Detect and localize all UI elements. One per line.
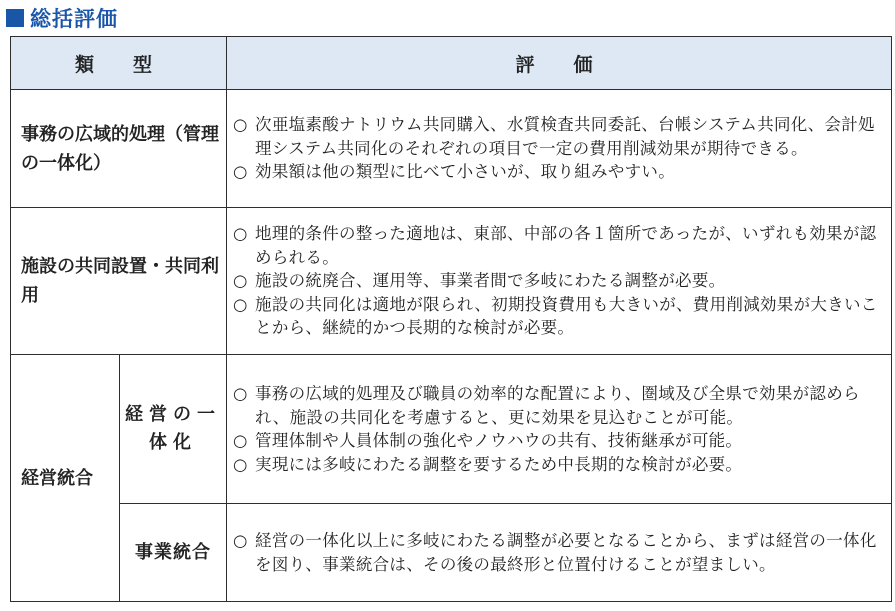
circle-bullet-icon: ○ — [233, 271, 248, 291]
type-cell-admin — [11, 90, 227, 208]
row-admin — [11, 90, 892, 208]
eval-item: ○ 事務の広域的処理及び職員の効率的な配置により、圏域及び全県で効果が認められ、施設の共同化を考慮すると、更に効果を見込むことが可能。 — [233, 382, 887, 429]
eval-cell-admin — [227, 90, 892, 208]
row-facility — [11, 208, 892, 355]
page-title — [6, 5, 118, 31]
type-cell-facility — [11, 208, 227, 355]
subtype-cell-management — [120, 355, 227, 504]
row-integration-management — [11, 355, 892, 504]
eval-item: ○ 実現には多岐にわたる調整を要するため中長期的な検討が必要。 — [233, 453, 887, 477]
subtype-cell-business: 事業統合 — [120, 504, 227, 602]
header-type: 類 型 — [11, 37, 227, 90]
page-title-text: 総括評価 — [30, 7, 118, 31]
type-cell-integration: 経営統合 — [11, 355, 120, 602]
circle-bullet-icon: ○ — [233, 115, 248, 135]
eval-item: ○ 地理的条件の整った適地は、東部、中部の各１箇所であったが、いずれも効果が認められる。 — [233, 222, 887, 269]
circle-bullet-icon: ○ — [233, 294, 248, 314]
eval-item: ○ 管理体制や人員体制の強化やノウハウの共有、技術継承が可能。 — [233, 429, 887, 453]
eval-item: ○ 効果額は他の類型に比べて小さいが、取り組みやすい。 — [233, 160, 887, 184]
circle-bullet-icon: ○ — [233, 454, 248, 474]
evaluation-table — [10, 36, 892, 602]
circle-bullet-icon: ○ — [233, 162, 248, 182]
row-integration-business — [11, 504, 892, 602]
type-label: 施設の共同設置・共同利用 — [21, 256, 219, 306]
title-square-icon — [6, 9, 24, 27]
eval-item: ○ 経営の一体化以上に多岐にわたる調整が必要となることから、まずは経営の一体化を図り、事業統合は、その後の最終形と位置付けることが望ましい。 — [233, 529, 887, 576]
eval-item: ○ 施設の統廃合、運用等、事業者間で多岐にわたる調整が必要。 — [233, 269, 887, 293]
header-row — [11, 37, 892, 90]
eval-cell-facility — [227, 208, 892, 355]
header-evaluation: 評 価 — [227, 37, 892, 90]
eval-item: ○ 施設の共同化は適地が限られ、初期投資費用も大きいが、費用削減効果が大きいことから、継続的かつ長期的な検討が必要。 — [233, 293, 887, 340]
type-label: 事務の広域的処理（管理の一体化） — [21, 123, 219, 174]
circle-bullet-icon: ○ — [233, 431, 248, 450]
subtype-label: 経営の一体化 — [125, 404, 221, 453]
circle-bullet-icon: ○ — [233, 531, 248, 550]
eval-item: ○ 次亜塩素酸ナトリウム共同購入、水質検査共同委託、台帳システム共同化、会計処理システム共同化のそれぞれの項目で一定の費用削減効果が期待できる。 — [233, 113, 887, 160]
circle-bullet-icon: ○ — [233, 384, 248, 403]
circle-bullet-icon: ○ — [233, 224, 248, 244]
eval-cell-management — [227, 355, 892, 504]
eval-cell-business — [227, 504, 892, 602]
